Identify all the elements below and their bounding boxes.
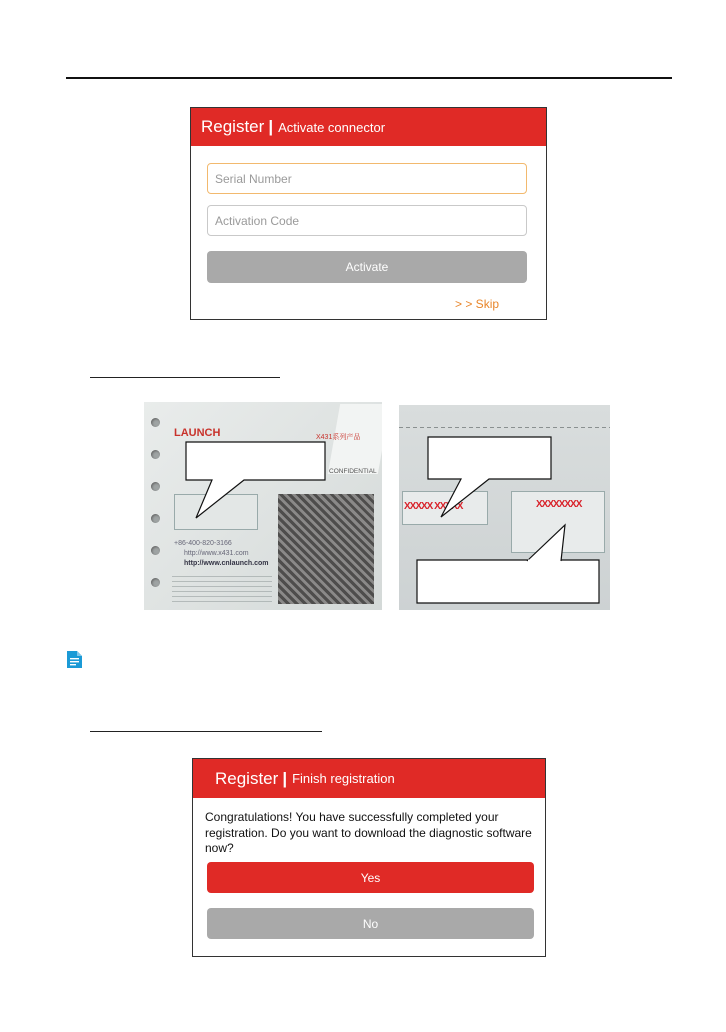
dialog-header bbox=[191, 108, 546, 146]
activate-button[interactable]: Activate bbox=[207, 251, 527, 283]
callout-bubble-left bbox=[144, 402, 382, 610]
dialog-subtitle: Activate connector bbox=[278, 119, 386, 135]
dialog-header bbox=[193, 759, 545, 798]
dialog-subtitle: Finish registration bbox=[292, 771, 395, 786]
caption-underline bbox=[90, 377, 280, 378]
skip-link[interactable]: > > Skip bbox=[455, 297, 500, 311]
header-rule bbox=[66, 77, 672, 79]
activate-connector-dialog bbox=[190, 107, 547, 320]
website-url-2: http://www.cnlaunch.com bbox=[184, 560, 269, 567]
yes-button[interactable]: Yes bbox=[207, 862, 534, 893]
dialog-title: Register bbox=[215, 768, 279, 788]
serial-number-input[interactable] bbox=[207, 163, 527, 194]
note-icon bbox=[66, 650, 83, 669]
title-separator: | bbox=[268, 117, 274, 136]
phone-number: +86-400-820-3166 bbox=[174, 540, 232, 547]
no-button[interactable]: No bbox=[207, 908, 534, 939]
product-mark: X431系列产品 bbox=[316, 434, 361, 441]
masked-serial-code: XXXXX XXXXX bbox=[404, 501, 463, 512]
masked-activation-code: XXXXXXXX bbox=[536, 499, 582, 510]
caption-underline-2 bbox=[90, 731, 322, 732]
finish-registration-dialog bbox=[192, 758, 546, 957]
title-separator: | bbox=[282, 768, 288, 788]
callout-bubbles-right bbox=[399, 405, 610, 610]
launch-logo: LAUNCH bbox=[174, 427, 221, 439]
activation-code-input[interactable] bbox=[207, 205, 527, 236]
confidential-label: CONFIDENTIAL bbox=[329, 468, 377, 475]
website-url-1: http://www.x431.com bbox=[184, 550, 249, 557]
success-message: Congratulations! You have successfully completed your registration. Do you want to download the diagnostic software now? bbox=[205, 810, 532, 855]
dialog-title: Register bbox=[201, 117, 265, 136]
